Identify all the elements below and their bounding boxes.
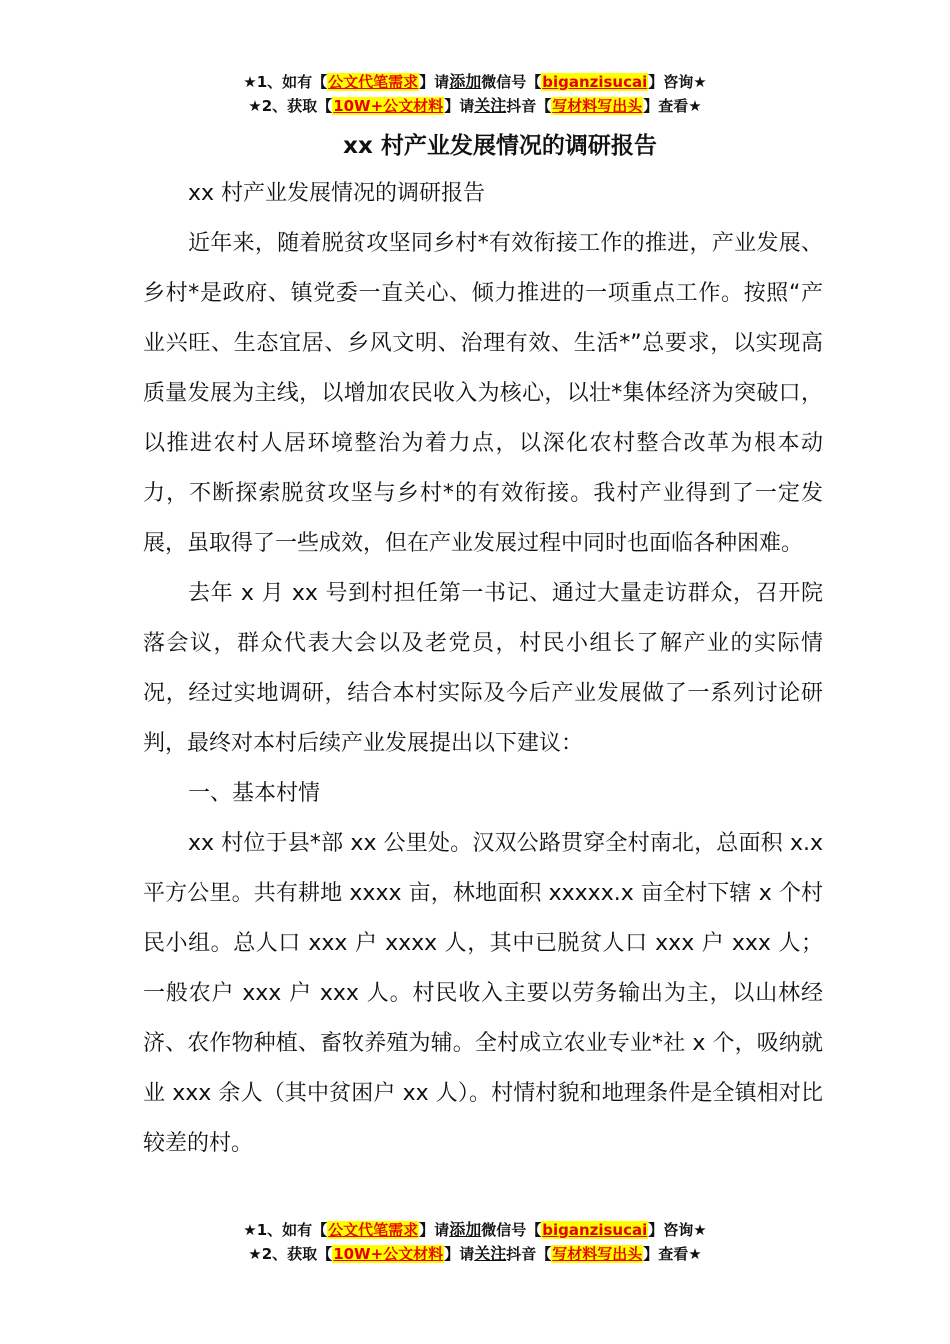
banner-highlight: 写材料写出头 xyxy=(552,1245,643,1263)
paragraph-village-info: xx 村位于县*部 xx 公里处。汉双公路贯穿全村南北，总面积 x.x 平方公里。共有耕地 xxxx 亩，林地面积 xxxxx.x 亩全村下辖 x 个村民小组。总人口 xxx 户 xxxx 人，其中已脱贫人口 xxx 户 xxx 人；一般农户 xxx 户 xxx 人。村民收入主要以劳务输出为主，以山林经济、农作物种植、畜牧养殖为辅。全村成立农业专业*社 x 个，吸纳就业 xxx 余人（其中贫困户 xx 人）。村情村貌和地理条件是全镇相对比较差的村。 xyxy=(143,831,823,1156)
banner-text: ★2、获取【 xyxy=(248,97,333,115)
banner-emphasis: 关注 xyxy=(474,1244,507,1263)
banner-text: 抖音【 xyxy=(506,1245,552,1263)
banner-highlight: biganzisucai xyxy=(542,1221,648,1239)
footer-banner xyxy=(0,1218,950,1266)
banner-text: 】咨询★ xyxy=(648,73,707,91)
banner-text: 】请 xyxy=(444,97,475,115)
paragraph-background: 去年 x 月 xx 号到村担任第一书记、通过大量走访群众，召开院落会议，群众代表大会以及老党员，村民小组长了解产业的实际情况，经过实地调研，结合本村实际及今后产业发展做了一系列讨论研判，最终对本村后续产业发展提出以下建议： xyxy=(143,581,823,756)
banner-text: 】查看★ xyxy=(643,1245,702,1263)
banner-text: 】请 xyxy=(419,73,450,91)
document-title: xx 村产业发展情况的调研报告 xyxy=(343,133,657,159)
banner-highlight: 10W+公文材料 xyxy=(333,97,444,115)
banner-text: 抖音【 xyxy=(506,97,552,115)
banner-highlight: 公文代笔需求 xyxy=(328,1221,419,1239)
banner-highlight: biganzisucai xyxy=(542,73,648,91)
paragraph-subtitle: xx 村产业发展情况的调研报告 xyxy=(188,181,486,206)
banner-text: ★1、如有【 xyxy=(243,73,328,91)
banner-emphasis: 添加 xyxy=(449,72,482,91)
banner-text: ★2、获取【 xyxy=(248,1245,333,1263)
banner-line-2 xyxy=(0,1242,950,1266)
banner-emphasis: 关注 xyxy=(474,96,507,115)
banner-emphasis: 添加 xyxy=(449,1220,482,1239)
banner-text: 】查看★ xyxy=(643,97,702,115)
banner-highlight: 写材料写出头 xyxy=(552,97,643,115)
banner-line-2 xyxy=(0,94,950,118)
section-heading: 一、基本村情 xyxy=(188,781,321,806)
banner-text: 】咨询★ xyxy=(648,1221,707,1239)
banner-text: 】请 xyxy=(444,1245,475,1263)
banner-line-1 xyxy=(0,70,950,94)
banner-text: ★1、如有【 xyxy=(243,1221,328,1239)
banner-highlight: 公文代笔需求 xyxy=(328,73,419,91)
banner-text: 微信号【 xyxy=(481,73,542,91)
banner-highlight: 10W+公文材料 xyxy=(333,1245,444,1263)
header-banner xyxy=(0,70,950,118)
banner-line-1 xyxy=(0,1218,950,1242)
banner-text: 微信号【 xyxy=(481,1221,542,1239)
paragraph-intro: 近年来，随着脱贫攻坚同乡村*有效衔接工作的推进，产业发展、乡村*是政府、镇党委一直关心、倾力推进的一项重点工作。按照“产业兴旺、生态宜居、乡风文明、治理有效、生活*”总要求，以实现高质量发展为主线，以增加农民收入为核心，以壮*集体经济为突破口，以推进农村人居环境整治为着力点，以深化农村整合改革为根本动力，不断探索脱贫攻坚与乡村*的有效衔接。我村产业得到了一定发展，虽取得了一些成效，但在产业发展过程中同时也面临各种困难。 xyxy=(143,231,823,556)
banner-text: 】请 xyxy=(419,1221,450,1239)
document-body xyxy=(143,169,823,1169)
